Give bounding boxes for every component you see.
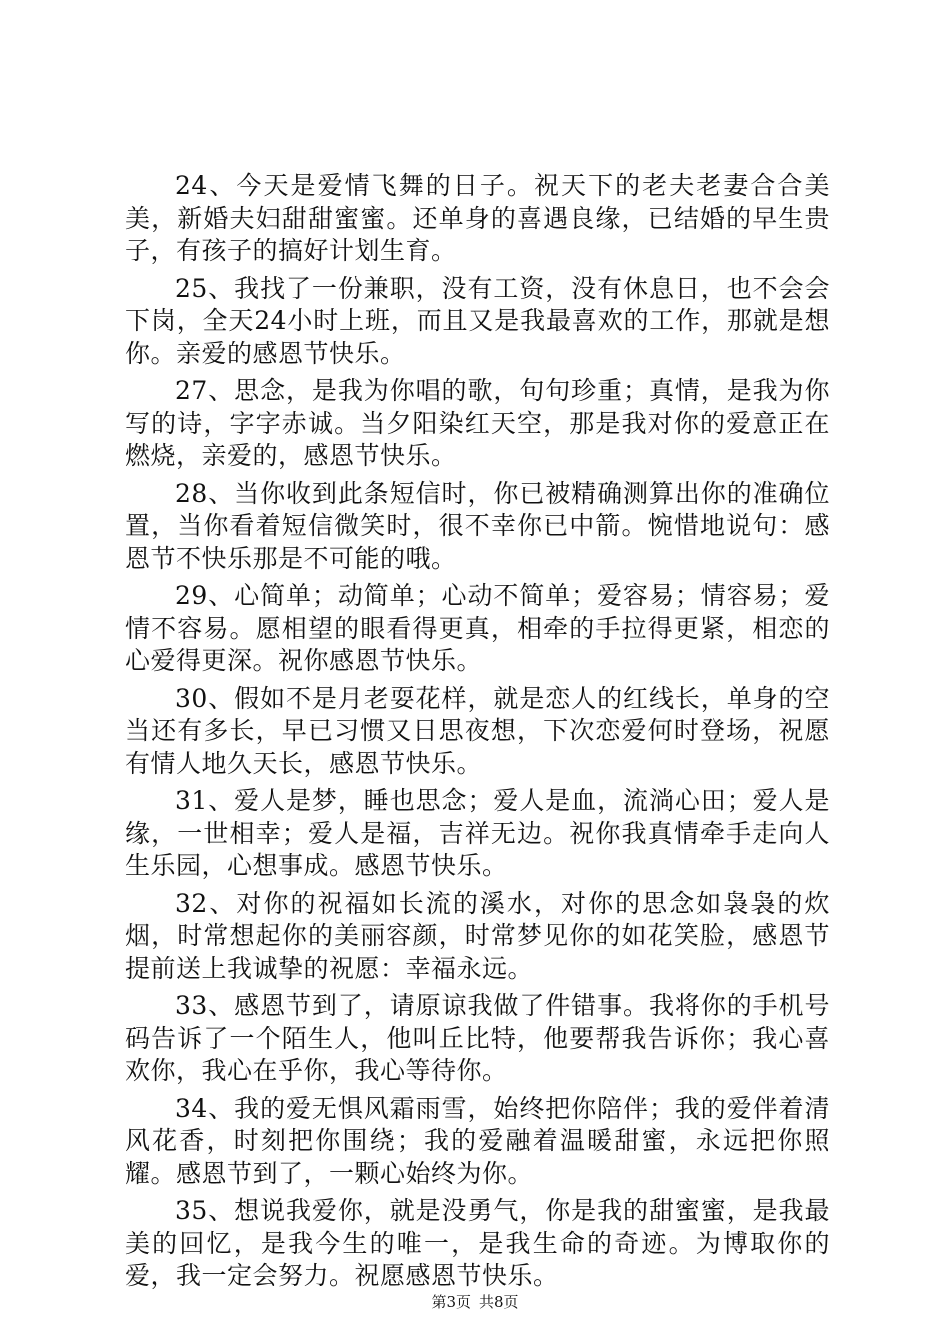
page-number: 第3页 xyxy=(431,1293,471,1311)
paragraph-25: 25、我找了一份兼职，没有工资，没有休息日，也不会会下岗，全天24小时上班，而且又是我最喜欢的工作，那就是想你。亲爱的感恩节快乐。 xyxy=(125,273,830,368)
paragraph-27: 27、思念，是我为你唱的歌，句句珍重；真情，是我为你写的诗，字字赤诚。当夕阳染红天空，那是我对你的爱意正在燃烧，亲爱的，感恩节快乐。 xyxy=(125,376,830,470)
paragraph-29: 29、心简单；动简单；心动不简单；爱容易；情容易；爱情不容易。愿相望的眼看得更真，相牵的手拉得更紧，相恋的心爱得更深。祝你感恩节快乐。 xyxy=(125,581,830,675)
paragraph-24: 24、今天是爱情飞舞的日子。祝天下的老夫老妻合合美美，新婚夫妇甜甜蜜蜜。还单身的喜遇良缘，已结婚的早生贵子，有孩子的搞好计划生育。 xyxy=(125,171,830,265)
page-footer xyxy=(0,1292,950,1312)
paragraph-34: 34、我的爱无惧风霜雨雪，始终把你陪伴；我的爱伴着清风花香，时刻把你围绕；我的爱融着温暖甜蜜，永远把你照耀。感恩节到了，一颗心始终为你。 xyxy=(125,1093,830,1188)
paragraph-30: 30、假如不是月老耍花样，就是恋人的红线长，单身的空当还有多长，早已习惯又日思夜想，下次恋爱何时登场，祝愿有情人地久天长，感恩节快乐。 xyxy=(125,683,830,778)
paragraph-35: 35、想说我爱你，就是没勇气，你是我的甜蜜蜜，是我最美的回忆，是我今生的唯一，是我生命的奇迹。为博取你的爱，我一定会努力。祝愿感恩节快乐。 xyxy=(125,1196,830,1290)
paragraph-32: 32、对你的祝福如长流的溪水，对你的思念如袅袅的炊烟，时常想起你的美丽容颜，时常梦见你的如花笑脸，感恩节提前送上我诚挚的祝愿：幸福永远。 xyxy=(125,888,830,983)
page-total: 共8页 xyxy=(479,1293,519,1311)
paragraph-31: 31、爱人是梦，睡也思念；爱人是血，流淌心田；爱人是缘，一世相幸；爱人是福，吉祥无边。祝你我真情牵手走向人生乐园，心想事成。感恩节快乐。 xyxy=(125,786,830,880)
paragraph-28: 28、当你收到此条短信时，你已被精确测算出你的准确位置，当你看着短信微笑时，很不幸你已中箭。惋惜地说句：感恩节不快乐那是不可能的哦。 xyxy=(125,478,830,573)
document-body xyxy=(125,170,830,1298)
paragraph-33: 33、感恩节到了，请原谅我做了件错事。我将你的手机号码告诉了一个陌生人，他叫丘比特，他要帮我告诉你；我心喜欢你，我心在乎你，我心等待你。 xyxy=(125,991,830,1085)
